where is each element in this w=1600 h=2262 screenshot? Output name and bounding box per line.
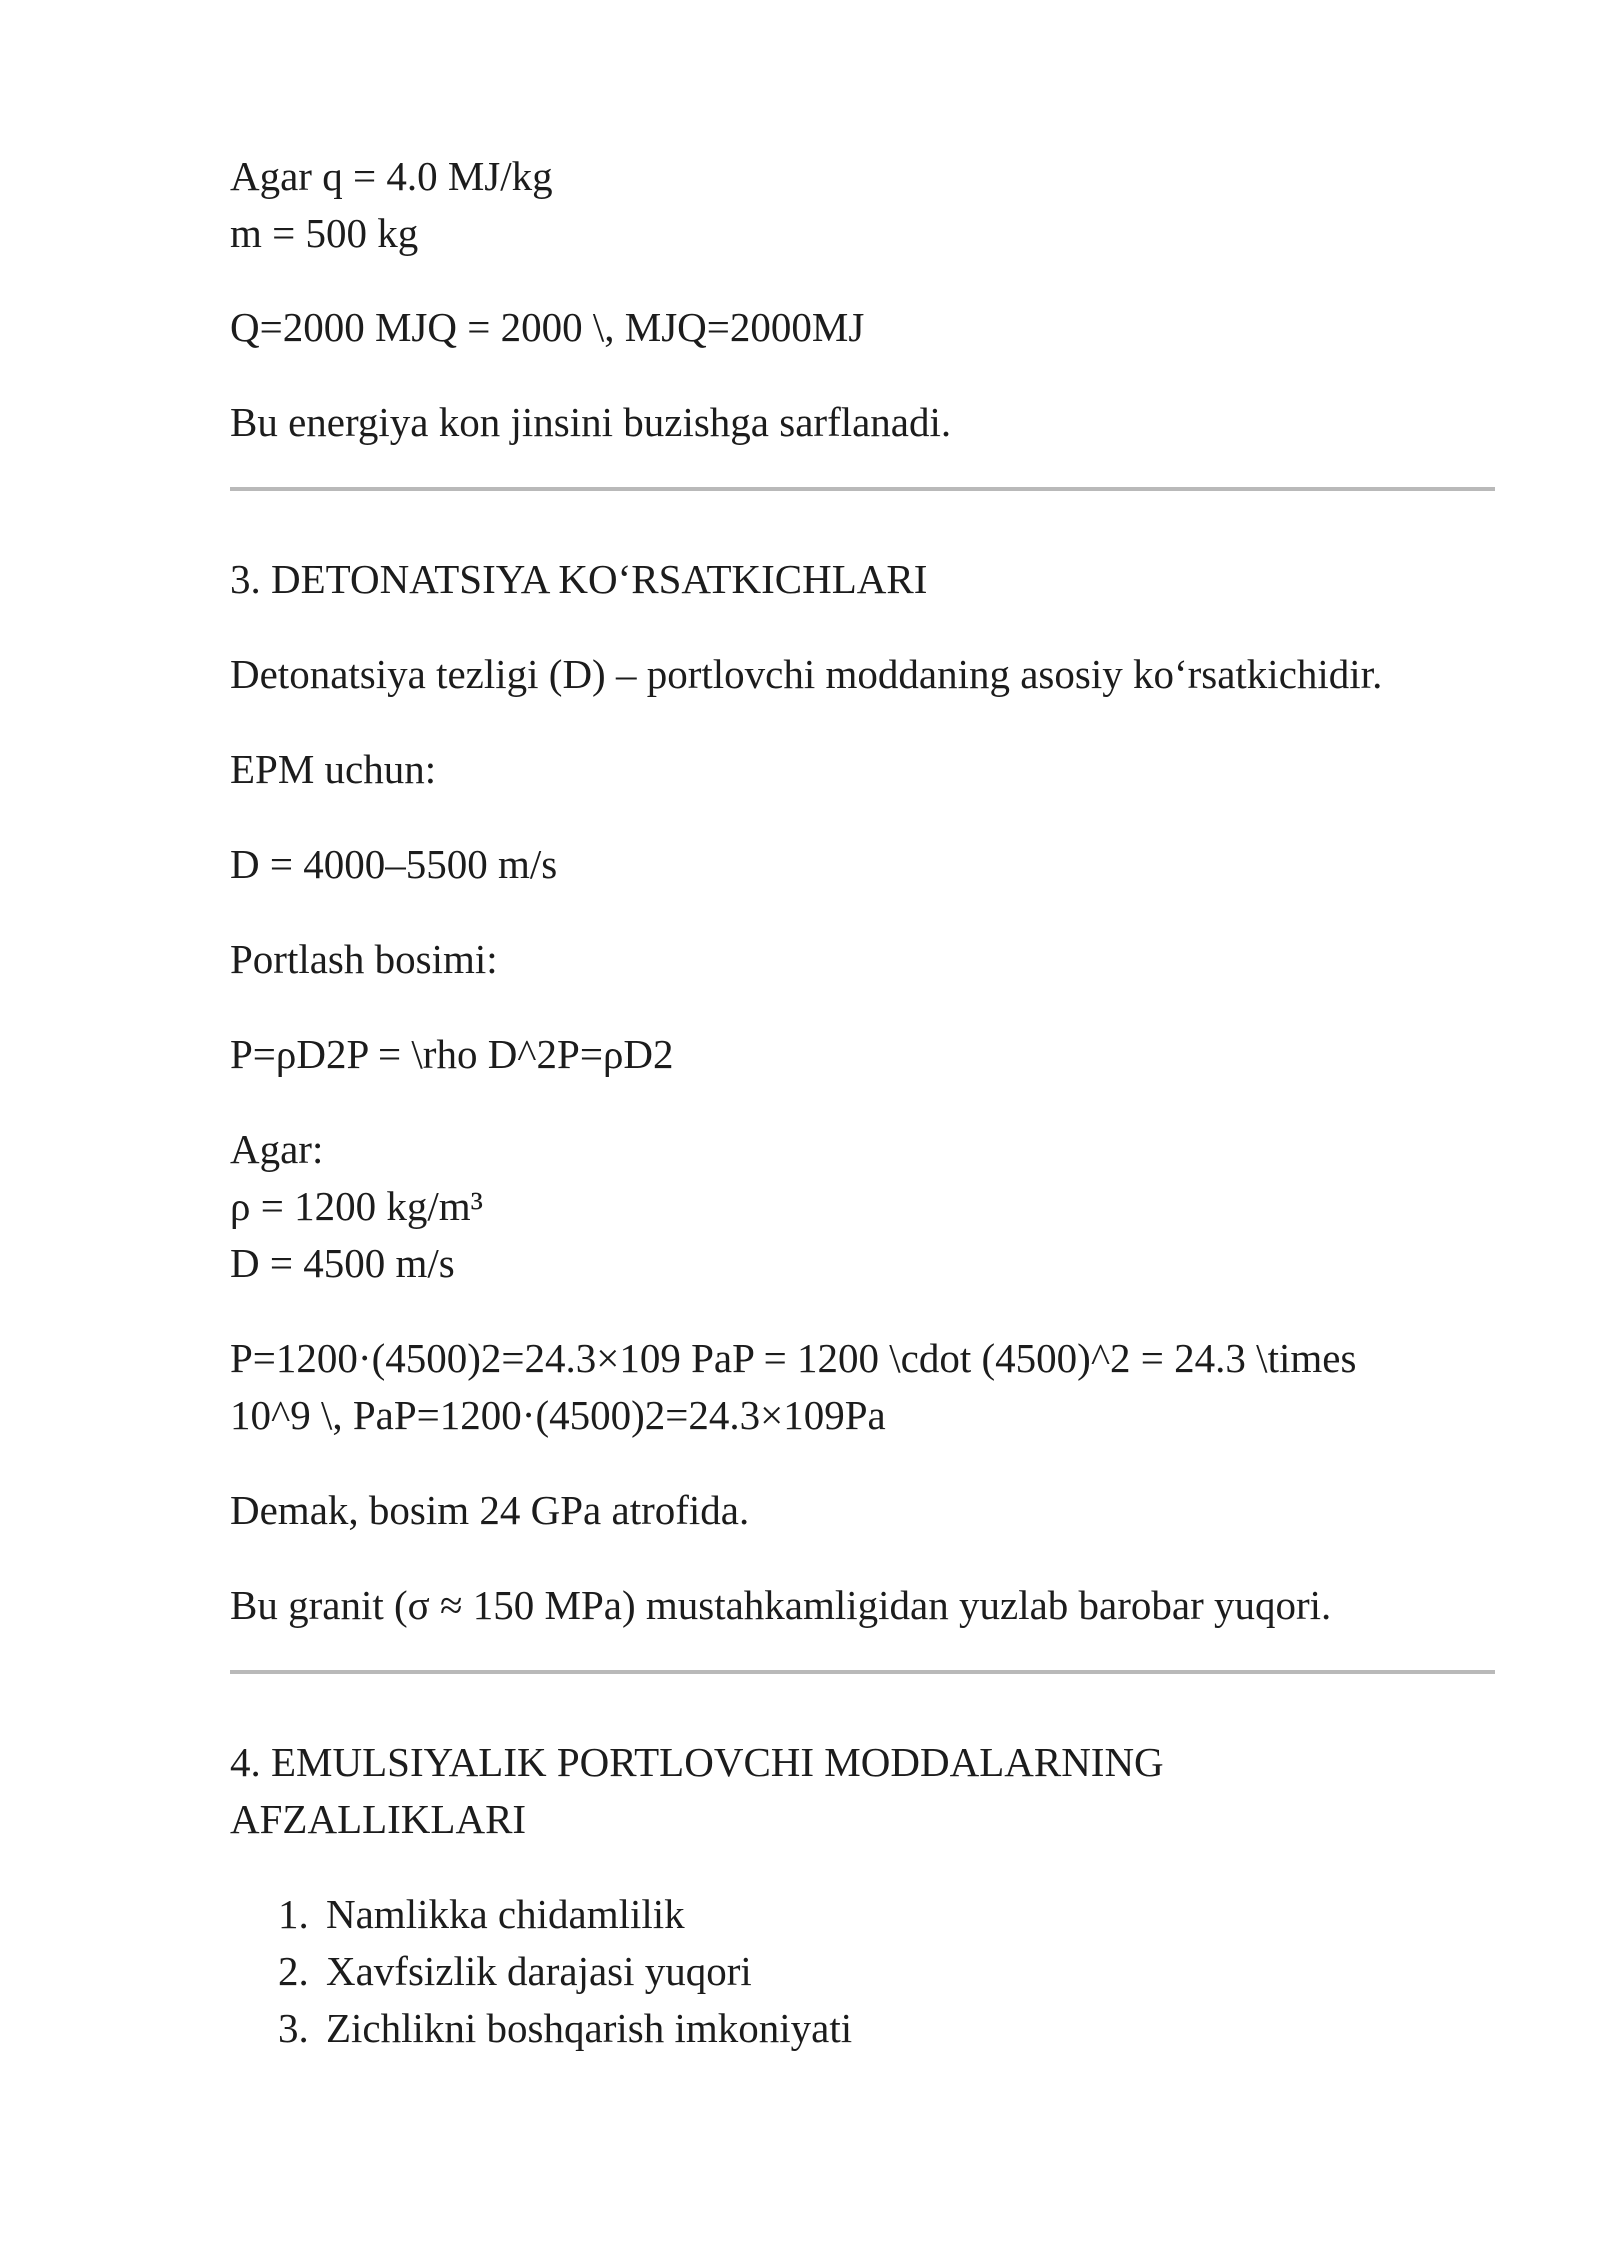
given-detonation-values — [230, 1121, 1495, 1292]
list-item-text: Namlikka chidamlilik — [326, 1891, 685, 1937]
energy-formula: Q=2000 MJQ = 2000 \, MJQ=2000MJ — [230, 304, 865, 350]
given-m: m = 500 kg — [230, 210, 419, 256]
list-item — [230, 2000, 1495, 2057]
document-page — [230, 148, 1495, 2057]
pressure-conclusion: Demak, bosim 24 GPa atrofida. — [230, 1487, 750, 1533]
velocity-value: D = 4500 m/s — [230, 1240, 455, 1286]
advantages-list — [230, 1886, 1495, 2057]
section-4-heading-line-1: 4. EMULSIYALIK PORTLOVCHI MODDALARNING — [230, 1739, 1164, 1785]
agar-label: Agar: — [230, 1126, 324, 1172]
list-item-text: Zichlikni boshqarish imkoniyati — [326, 2005, 853, 2051]
section-4-heading — [230, 1734, 1495, 1848]
pressure-calc-line-2: 10^9 \, PaP=1200·(4500)2=24.3×109Pa — [230, 1392, 886, 1438]
pressure-label: Portlash bosimi: — [230, 936, 498, 982]
section-4-heading-line-2: AFZALLIKLARI — [230, 1796, 527, 1842]
detonation-range: D = 4000–5500 m/s — [230, 841, 558, 887]
given-values — [230, 148, 1495, 262]
pressure-formula: P=ρD2P = \rho D^2P=ρD2 — [230, 1031, 674, 1077]
given-q: Agar q = 4.0 MJ/kg — [230, 153, 553, 199]
list-item-text: Xavfsizlik darajasi yuqori — [326, 1948, 752, 1994]
list-item-number: 2. — [278, 1948, 309, 1994]
epm-label: EPM uchun: — [230, 746, 437, 792]
list-item — [230, 1943, 1495, 2000]
pressure-calc-line-1: P=1200·(4500)2=24.3×109 PaP = 1200 \cdot (4500)^2 = 24.3 \times — [230, 1335, 1357, 1381]
list-item-number: 3. — [278, 2005, 309, 2051]
detonation-definition: Detonatsiya tezligi (D) – portlovchi moddaning asosiy ko‘rsatkichidir. — [230, 651, 1383, 697]
list-item — [230, 1886, 1495, 1943]
list-item-number: 1. — [278, 1891, 309, 1937]
pressure-calculation — [230, 1330, 1495, 1444]
section-3-heading: 3. DETONATSIYA KO‘RSATKICHLARI — [230, 556, 928, 602]
density-value: ρ = 1200 kg/m³ — [230, 1183, 483, 1229]
energy-conclusion: Bu energiya kon jinsini buzishga sarflanadi. — [230, 399, 952, 445]
granite-comparison: Bu granit (σ ≈ 150 MPa) mustahkamligidan yuzlab barobar yuqori. — [230, 1582, 1332, 1628]
